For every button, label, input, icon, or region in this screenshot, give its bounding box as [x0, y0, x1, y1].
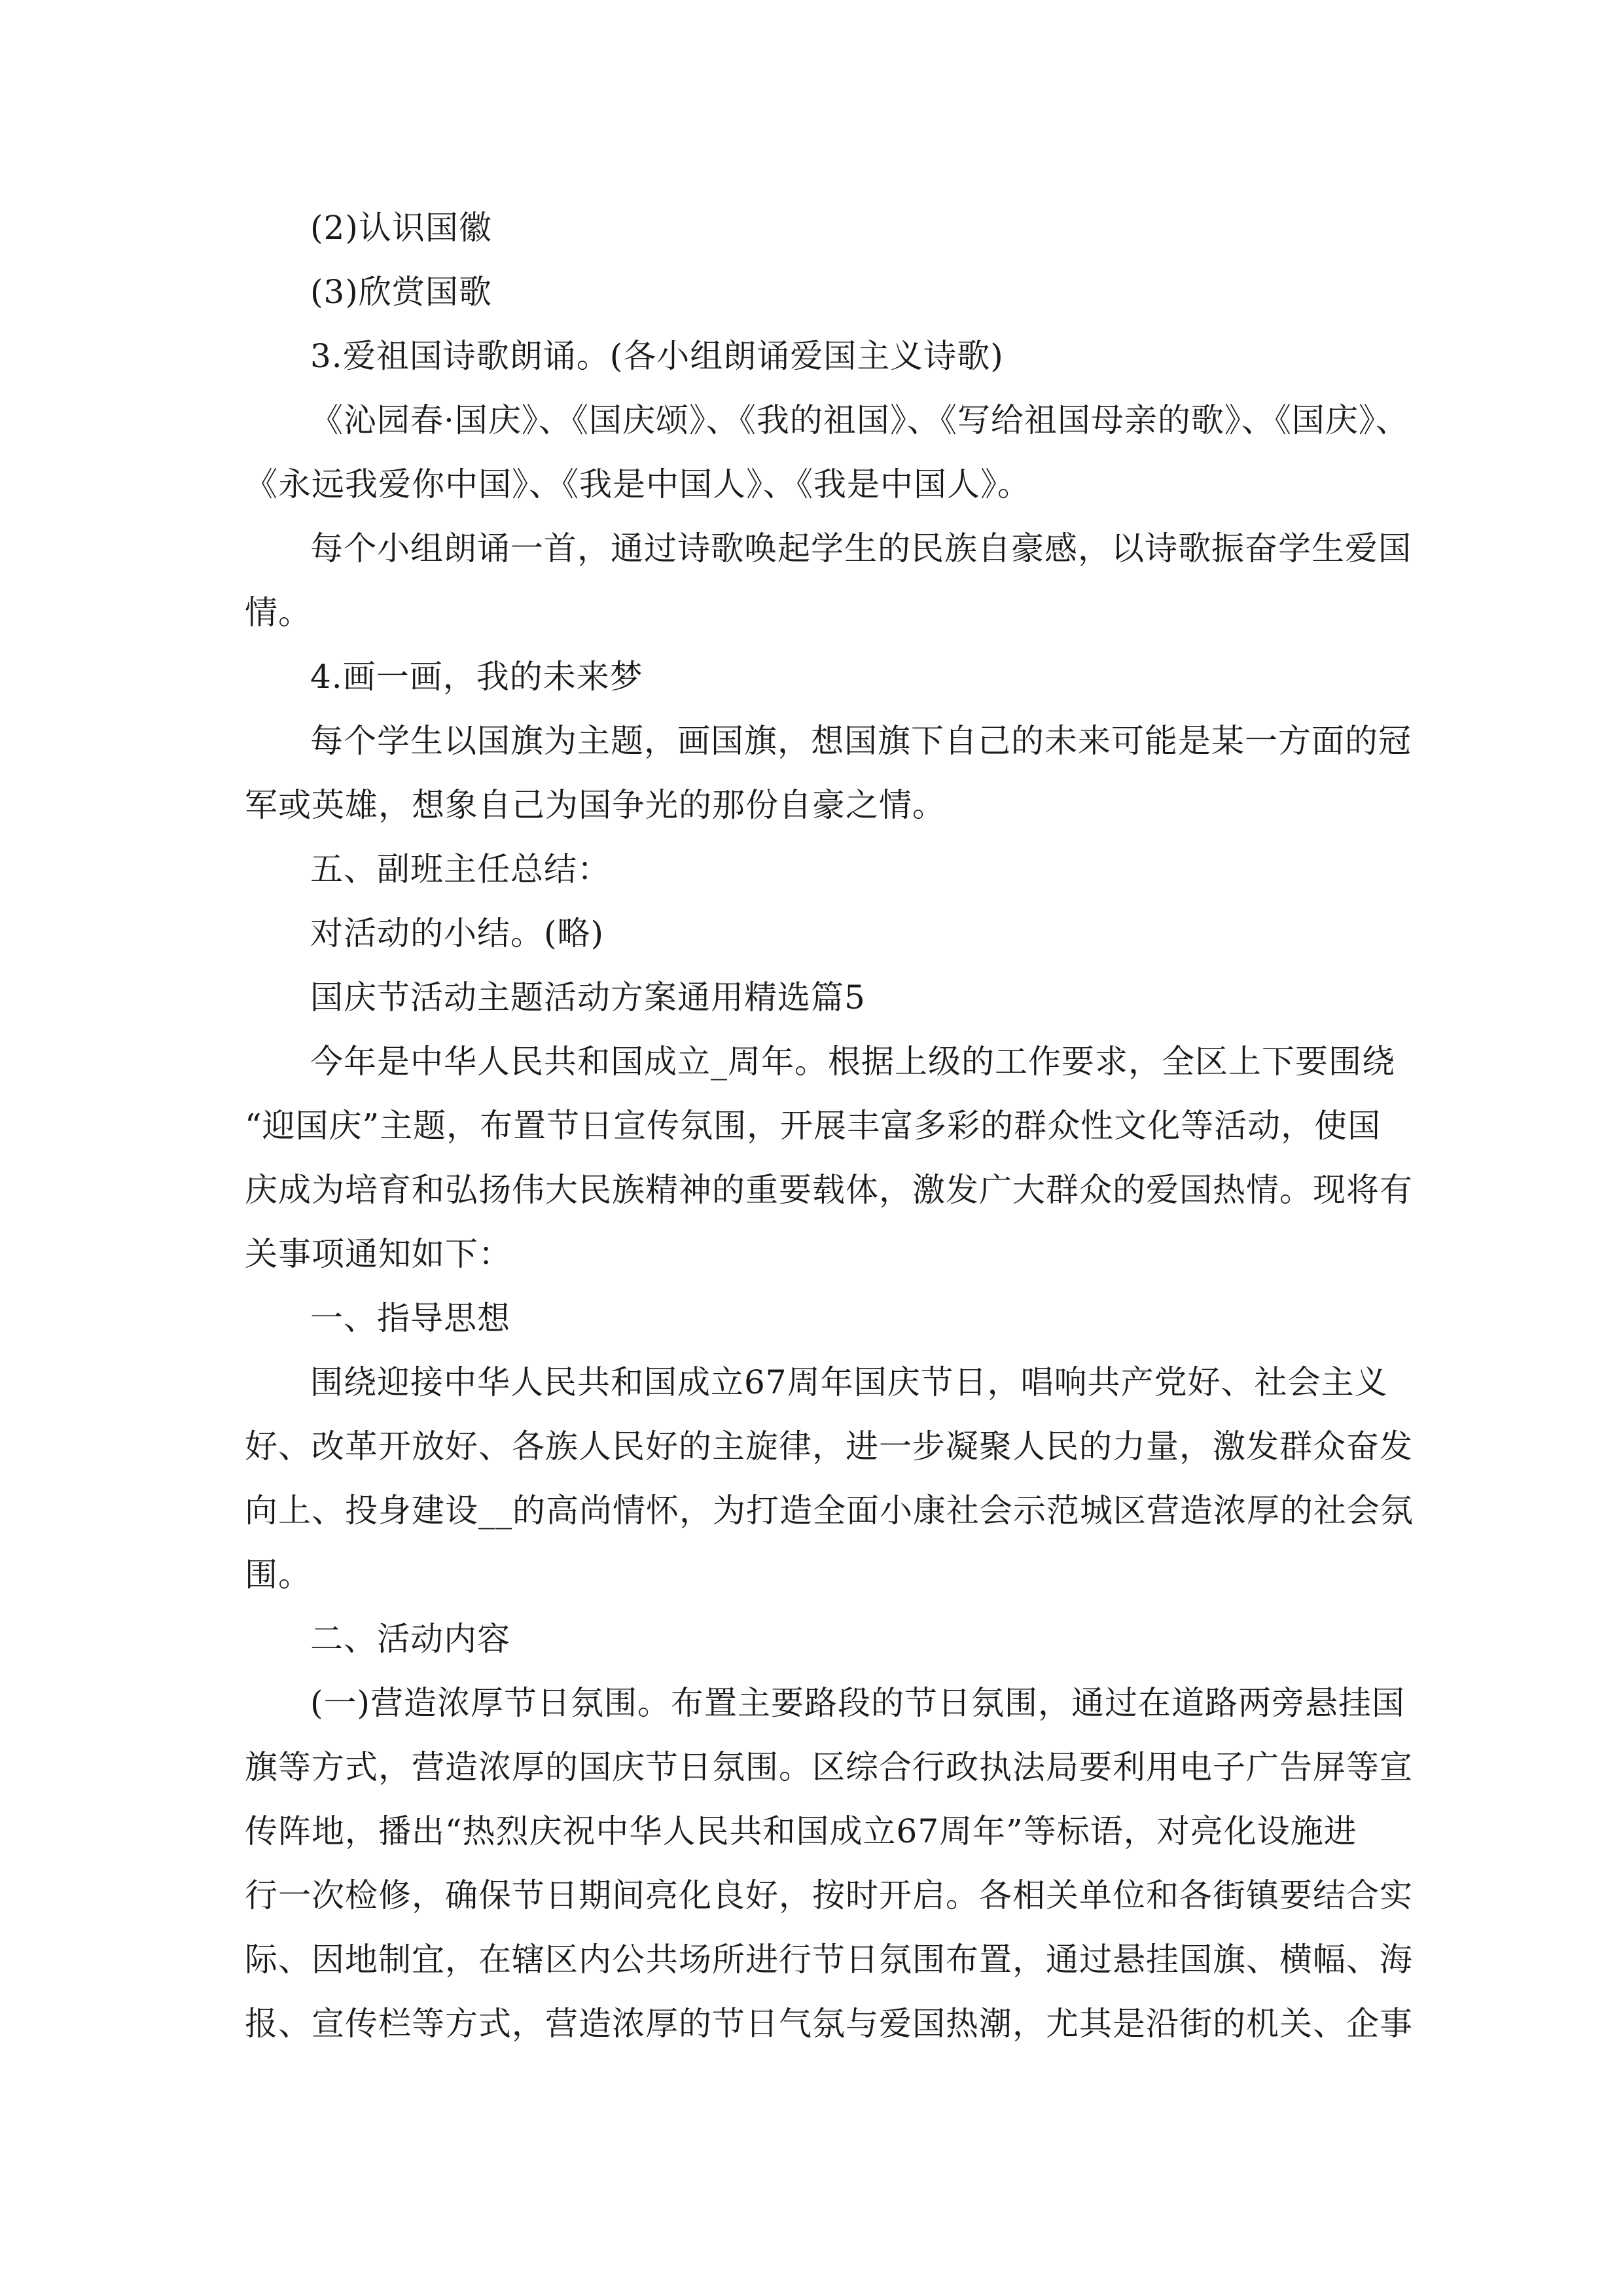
paragraph-line: 围。 — [245, 1556, 312, 1594]
paragraph-line: 每个学生以国旗为主题，画国旗，想国旗下自己的未来可能是某一方面的冠 — [310, 722, 1412, 760]
paragraph-line: 传阵地，播出“热烈庆祝中华人民共和国成立67周年”等标语，对亮化设施进 — [245, 1812, 1357, 1850]
paragraph-line: 关事项通知如下： — [245, 1235, 512, 1273]
paragraph-line: 行一次检修，确保节日期间亮化良好，按时开启。各相关单位和各街镇要结合实 — [245, 1876, 1413, 1914]
poem-titles-line-1: 《沁园春·国庆》、《国庆颂》、《我的祖国》、《写给祖国母亲的歌》、《国庆》、 — [310, 401, 1409, 439]
paragraph-line: 庆成为培育和弘扬伟大民族精神的重要载体，激发广大群众的爱国热情。现将有 — [245, 1171, 1413, 1209]
paragraph-line: 围绕迎接中华人民共和国成立67周年国庆节日，唱响共产党好、社会主义 — [310, 1363, 1388, 1401]
item-draw-future-dream-heading: 4.画一画，我的未来梦 — [310, 658, 643, 696]
paragraph-line: 好、改革开放好、各族人民好的主旋律，进一步凝聚人民的力量，激发群众奋发 — [245, 1427, 1413, 1465]
paragraph-line: (一)营造浓厚节日氛围。布置主要路段的节日氛围，通过在道路两旁悬挂国 — [310, 1684, 1406, 1722]
paragraph-line: 际、因地制宜，在辖区内公共场所进行节日氛围布置，通过悬挂国旗、横幅、海 — [245, 1941, 1413, 1979]
paragraph-line: 军或英雄，想象自己为国争光的那份自豪之情。 — [245, 786, 946, 824]
poem-titles-line-2: 《永远我爱你中国》、《我是中国人》、《我是中国人》。 — [245, 465, 1031, 503]
section-heading-summary: 五、副班主任总结： — [310, 850, 611, 888]
paragraph-line: 情。 — [245, 594, 312, 632]
paragraph-line: 今年是中华人民共和国成立_周年。根据上级的工作要求，全区上下要围绕 — [310, 1043, 1395, 1081]
section-heading-activity-content: 二、活动内容 — [310, 1620, 510, 1658]
section-heading-guiding-ideology: 一、指导思想 — [310, 1299, 510, 1337]
item-appreciate-anthem: (3)欣赏国歌 — [310, 273, 492, 311]
paragraph-line: 每个小组朗诵一首，通过诗歌唤起学生的民族自豪感，以诗歌振奋学生爱国 — [310, 529, 1412, 567]
paragraph-line: 旗等方式，营造浓厚的国庆节日氛围。区综合行政执法局要利用电子广告屏等宣 — [245, 1748, 1413, 1786]
paragraph-line: 向上、投身建设__的高尚情怀，为打造全面小康社会示范城区营造浓厚的社会氛 — [245, 1492, 1414, 1530]
paragraph-line: 对活动的小结。(略) — [310, 914, 605, 952]
paragraph-line: “迎国庆”主题，布置节日宣传氛围，开展丰富多彩的群众性文化等活动，使国 — [245, 1107, 1382, 1145]
paragraph-line: 报、宣传栏等方式，营造浓厚的节日气氛与爱国热潮，尤其是沿街的机关、企事 — [245, 2005, 1413, 2043]
item-poetry-recital-heading: 3.爱祖国诗歌朗诵。(各小组朗诵爱国主义诗歌) — [310, 337, 1004, 375]
article-title: 国庆节活动主题活动方案通用精选篇5 — [310, 978, 866, 1016]
item-recognize-emblem: (2)认识国徽 — [310, 209, 492, 247]
